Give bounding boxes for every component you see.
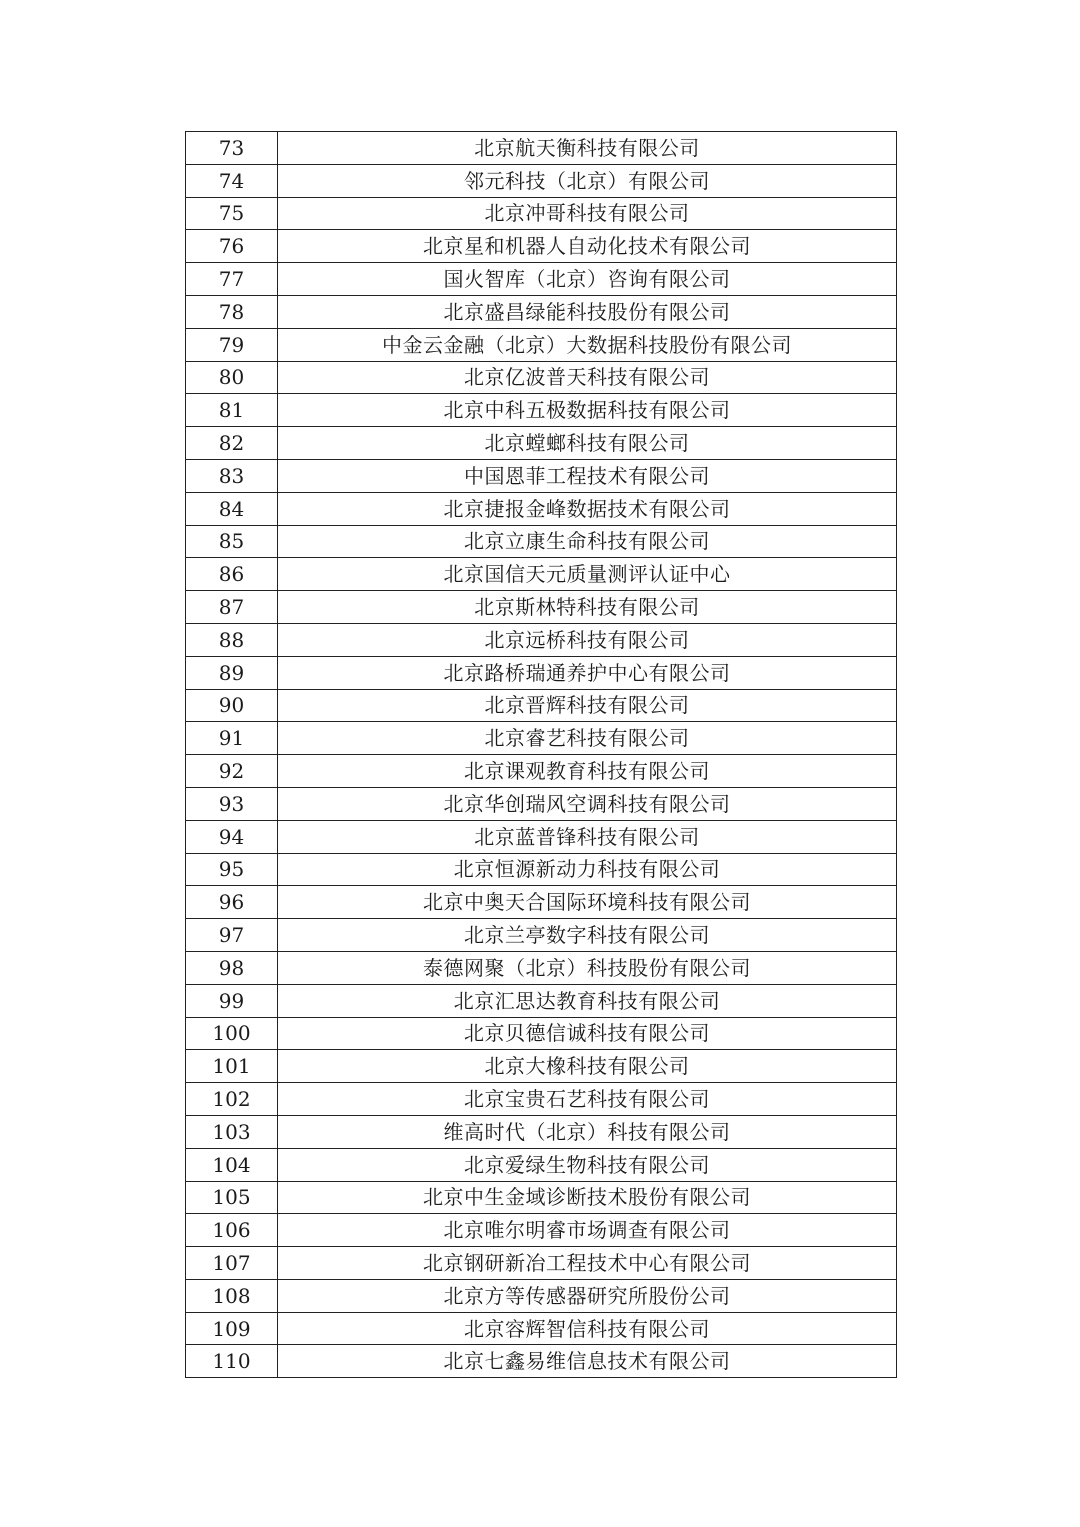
table-row bbox=[186, 886, 897, 919]
company-name-cell: 北京中奥天合国际环境科技有限公司 bbox=[278, 886, 897, 919]
company-name-cell: 维高时代（北京）科技有限公司 bbox=[278, 1115, 897, 1148]
table-row bbox=[186, 427, 897, 460]
row-number-cell: 93 bbox=[186, 787, 278, 820]
row-number-cell: 85 bbox=[186, 525, 278, 558]
row-number-cell: 97 bbox=[186, 919, 278, 952]
row-number-cell: 86 bbox=[186, 558, 278, 591]
table-row bbox=[186, 1017, 897, 1050]
row-number-cell: 91 bbox=[186, 722, 278, 755]
row-number-cell: 102 bbox=[186, 1083, 278, 1116]
table-row bbox=[186, 1312, 897, 1345]
company-name-cell: 北京蓝普锋科技有限公司 bbox=[278, 820, 897, 853]
table-row bbox=[186, 722, 897, 755]
row-number-cell: 78 bbox=[186, 295, 278, 328]
company-name-cell: 泰德网聚（北京）科技股份有限公司 bbox=[278, 951, 897, 984]
company-name-cell: 北京星和机器人自动化技术有限公司 bbox=[278, 230, 897, 263]
company-name-cell: 北京捷报金峰数据技术有限公司 bbox=[278, 492, 897, 525]
table-row bbox=[186, 755, 897, 788]
row-number-cell: 106 bbox=[186, 1214, 278, 1247]
table-row bbox=[186, 656, 897, 689]
company-name-cell: 邻元科技（北京）有限公司 bbox=[278, 164, 897, 197]
table-row bbox=[186, 197, 897, 230]
table-row bbox=[186, 984, 897, 1017]
row-number-cell: 84 bbox=[186, 492, 278, 525]
company-name-cell: 北京晋辉科技有限公司 bbox=[278, 689, 897, 722]
table-row bbox=[186, 1181, 897, 1214]
table-row bbox=[186, 558, 897, 591]
table-row bbox=[186, 361, 897, 394]
row-number-cell: 77 bbox=[186, 263, 278, 296]
row-number-cell: 73 bbox=[186, 132, 278, 165]
company-name-cell: 北京兰亭数字科技有限公司 bbox=[278, 919, 897, 952]
company-name-cell: 北京宝贵石艺科技有限公司 bbox=[278, 1083, 897, 1116]
table-row bbox=[186, 132, 897, 165]
row-number-cell: 75 bbox=[186, 197, 278, 230]
row-number-cell: 92 bbox=[186, 755, 278, 788]
company-name-cell: 北京恒源新动力科技有限公司 bbox=[278, 853, 897, 886]
company-name-cell: 北京中生金域诊断技术股份有限公司 bbox=[278, 1181, 897, 1214]
company-name-cell: 北京七鑫易维信息技术有限公司 bbox=[278, 1345, 897, 1378]
table-row bbox=[186, 295, 897, 328]
row-number-cell: 80 bbox=[186, 361, 278, 394]
row-number-cell: 105 bbox=[186, 1181, 278, 1214]
company-name-cell: 北京爱绿生物科技有限公司 bbox=[278, 1148, 897, 1181]
table-row bbox=[186, 853, 897, 886]
row-number-cell: 94 bbox=[186, 820, 278, 853]
row-number-cell: 101 bbox=[186, 1050, 278, 1083]
company-name-cell: 北京远桥科技有限公司 bbox=[278, 623, 897, 656]
company-name-cell: 北京立康生命科技有限公司 bbox=[278, 525, 897, 558]
row-number-cell: 90 bbox=[186, 689, 278, 722]
company-name-cell: 北京国信天元质量测评认证中心 bbox=[278, 558, 897, 591]
table-row bbox=[186, 1115, 897, 1148]
company-name-cell: 国火智库（北京）咨询有限公司 bbox=[278, 263, 897, 296]
table-row bbox=[186, 263, 897, 296]
company-name-cell: 北京斯林特科技有限公司 bbox=[278, 591, 897, 624]
company-name-cell: 北京路桥瑞通养护中心有限公司 bbox=[278, 656, 897, 689]
company-name-cell: 北京华创瑞风空调科技有限公司 bbox=[278, 787, 897, 820]
row-number-cell: 107 bbox=[186, 1247, 278, 1280]
table-row bbox=[186, 164, 897, 197]
company-name-cell: 北京航天衡科技有限公司 bbox=[278, 132, 897, 165]
company-name-cell: 北京容辉智信科技有限公司 bbox=[278, 1312, 897, 1345]
row-number-cell: 108 bbox=[186, 1279, 278, 1312]
table-row bbox=[186, 919, 897, 952]
row-number-cell: 89 bbox=[186, 656, 278, 689]
company-name-cell: 中金云金融（北京）大数据科技股份有限公司 bbox=[278, 328, 897, 361]
company-name-cell: 中国恩菲工程技术有限公司 bbox=[278, 459, 897, 492]
table-body bbox=[186, 132, 897, 1378]
table-row bbox=[186, 1345, 897, 1378]
table-row bbox=[186, 1050, 897, 1083]
table-row bbox=[186, 328, 897, 361]
row-number-cell: 74 bbox=[186, 164, 278, 197]
row-number-cell: 87 bbox=[186, 591, 278, 624]
company-name-cell: 北京螳螂科技有限公司 bbox=[278, 427, 897, 460]
row-number-cell: 103 bbox=[186, 1115, 278, 1148]
row-number-cell: 83 bbox=[186, 459, 278, 492]
row-number-cell: 82 bbox=[186, 427, 278, 460]
company-name-cell: 北京贝德信诚科技有限公司 bbox=[278, 1017, 897, 1050]
company-name-cell: 北京冲哥科技有限公司 bbox=[278, 197, 897, 230]
table-row bbox=[186, 492, 897, 525]
company-name-cell: 北京钢研新冶工程技术中心有限公司 bbox=[278, 1247, 897, 1280]
company-name-cell: 北京亿波普天科技有限公司 bbox=[278, 361, 897, 394]
row-number-cell: 79 bbox=[186, 328, 278, 361]
table-row bbox=[186, 1247, 897, 1280]
row-number-cell: 76 bbox=[186, 230, 278, 263]
table-row bbox=[186, 525, 897, 558]
row-number-cell: 96 bbox=[186, 886, 278, 919]
table-row bbox=[186, 1214, 897, 1247]
company-name-cell: 北京课观教育科技有限公司 bbox=[278, 755, 897, 788]
company-name-cell: 北京睿艺科技有限公司 bbox=[278, 722, 897, 755]
table-row bbox=[186, 459, 897, 492]
row-number-cell: 98 bbox=[186, 951, 278, 984]
company-name-cell: 北京方等传感器研究所股份公司 bbox=[278, 1279, 897, 1312]
row-number-cell: 110 bbox=[186, 1345, 278, 1378]
table-row bbox=[186, 951, 897, 984]
company-name-cell: 北京大橡科技有限公司 bbox=[278, 1050, 897, 1083]
company-name-cell: 北京盛昌绿能科技股份有限公司 bbox=[278, 295, 897, 328]
table-row bbox=[186, 1083, 897, 1116]
table-row bbox=[186, 394, 897, 427]
row-number-cell: 99 bbox=[186, 984, 278, 1017]
table-row bbox=[186, 820, 897, 853]
table-row bbox=[186, 1279, 897, 1312]
company-list-table bbox=[185, 131, 897, 1378]
row-number-cell: 109 bbox=[186, 1312, 278, 1345]
table-row bbox=[186, 787, 897, 820]
row-number-cell: 95 bbox=[186, 853, 278, 886]
row-number-cell: 81 bbox=[186, 394, 278, 427]
row-number-cell: 88 bbox=[186, 623, 278, 656]
table-row bbox=[186, 1148, 897, 1181]
table-row bbox=[186, 591, 897, 624]
company-name-cell: 北京汇思达教育科技有限公司 bbox=[278, 984, 897, 1017]
company-name-cell: 北京唯尔明睿市场调查有限公司 bbox=[278, 1214, 897, 1247]
table-row bbox=[186, 689, 897, 722]
row-number-cell: 100 bbox=[186, 1017, 278, 1050]
row-number-cell: 104 bbox=[186, 1148, 278, 1181]
table-row bbox=[186, 623, 897, 656]
company-name-cell: 北京中科五极数据科技有限公司 bbox=[278, 394, 897, 427]
table-row bbox=[186, 230, 897, 263]
